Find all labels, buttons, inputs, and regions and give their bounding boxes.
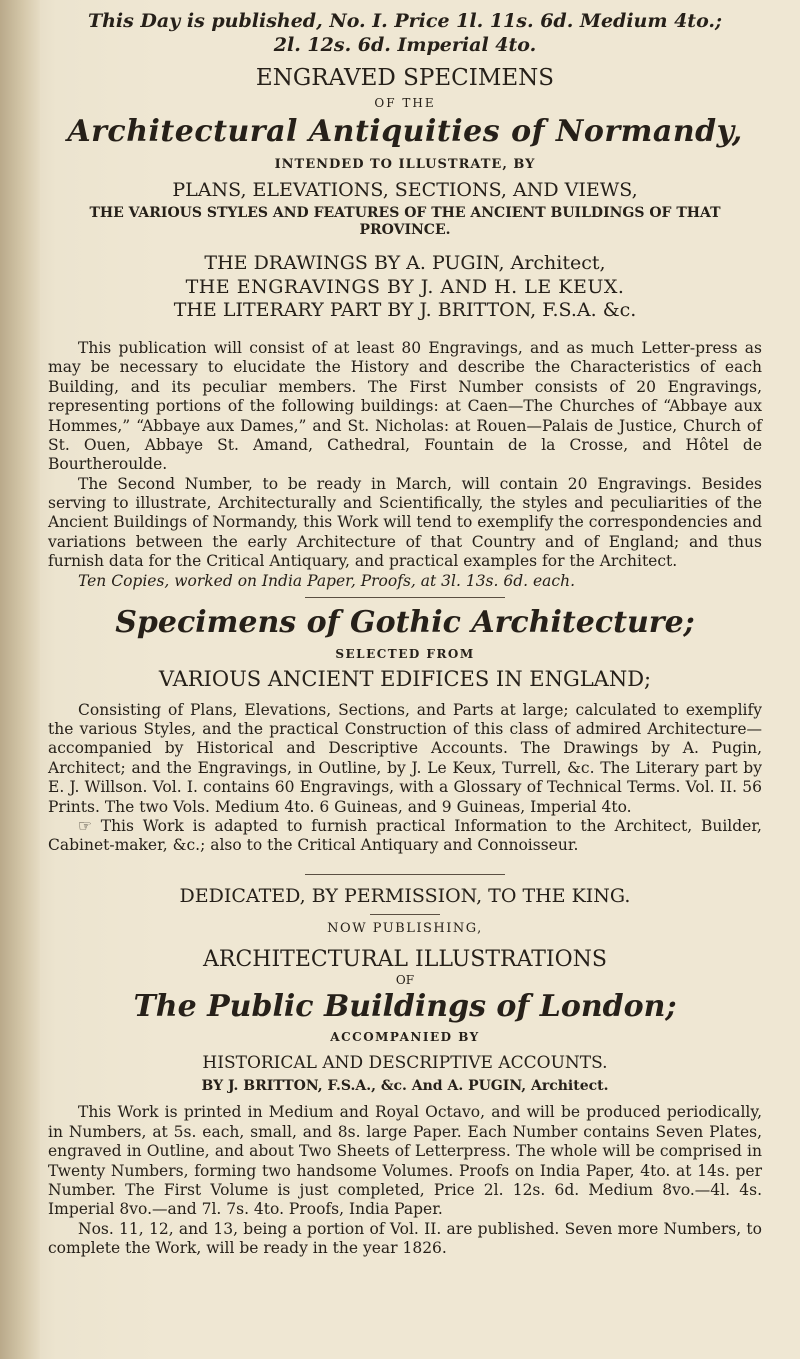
ad-normandy (48, 10, 762, 591)
title-gothic: Specimens of Gothic Architecture; (115, 604, 695, 640)
architectural-illustrations: ARCHITECTURAL ILLUSTRATIONS (203, 946, 607, 972)
now-publishing: NOW PUBLISHING, (327, 921, 483, 937)
of-the: OF THE (374, 96, 436, 111)
various-styles: THE VARIOUS STYLES AND FEATURES OF THE ANCIENT BUILDINGS OF THAT PROVINCE. (89, 204, 721, 239)
accompanied-by: ACCOMPANIED BY (330, 1029, 480, 1044)
intro-line-1: This Day is published, No. I. Price 1l. 11s. 6d. Medium 4to.; (87, 10, 723, 32)
gothic-paragraph-2: ☞ This Work is adapted to furnish practical Information to the Architect, Builder, Cabinet-maker, &c.; also to the Critical Antiquary and Connoisseur. (48, 816, 762, 855)
plans-elevations: PLANS, ELEVATIONS, SECTIONS, AND VIEWS, (172, 179, 638, 201)
selected-from: SELECTED FROM (335, 647, 475, 662)
gothic-paragraph-1: Consisting of Plans, Elevations, Sections, and Parts at large; calculated to exemplify the various Styles, and the practical Construction of this class of admired Architecture—accompanied by Historical and Descriptive Accounts. The Drawings by A. Pugin, Architect; and the Engravings, in Outline, by J. Le Keux, Turrell, &c. The Literary part by E. J. Willson. Vol. I. contains 60 Engravings, with a Glossary of Technical Terms. Vol. II. 56 Prints. The two Vols. Medium 4to. 6 Guineas, and 9 Guineas, Imperial 4to. (48, 700, 762, 816)
title-london: The Public Buildings of London; (133, 989, 677, 1025)
engraved-specimens: ENGRAVED SPECIMENS (255, 64, 555, 91)
literary-credit: THE LITERARY PART BY J. BRITTON, F.S.A. &c. (173, 299, 637, 322)
london-paragraph-1: This Work is printed in Medium and Royal Octavo, and will be produced periodically, in Numbers, at 5s. each, small, and 8s. large Paper. Each Number contains Seven Plates, engraved in Outline, and about Two Sheets of Letterpress. The whole will be comprised in Twenty Numbers, forming two handsome Volumes. Proofs on India Paper, 4to. at 14s. per Number. The First Volume is just completed, Price 2l. 12s. 6d. Medium 8vo.—4l. 4s. Imperial 8vo.—and 7l. 7s. 4to. Proofs, India Paper. (48, 1103, 762, 1219)
engravings-credit: THE ENGRAVINGS BY J. AND H. LE KEUX. (185, 275, 625, 298)
dedicated-to-king: DEDICATED, BY PERMISSION, TO THE KING. (179, 884, 631, 907)
intro-line-2: 2l. 12s. 6d. Imperial 4to. (273, 33, 537, 56)
divider-2 (305, 874, 505, 875)
drawings-credit: THE DRAWINGS BY A. PUGIN, Architect, (204, 251, 606, 274)
intended-to-illustrate: INTENDED TO ILLUSTRATE, BY (274, 156, 536, 172)
divider-1 (305, 597, 505, 598)
historical-accounts: HISTORICAL AND DESCRIPTIVE ACCOUNTS. (202, 1052, 608, 1073)
normandy-paragraph-3: Ten Copies, worked on India Paper, Proofs, at 3l. 13s. 6d. each. (78, 571, 576, 590)
title-normandy: Architectural Antiquities of Normandy, (67, 114, 743, 150)
page-spine-shadow (0, 0, 40, 1359)
ad-gothic (48, 604, 762, 856)
ancient-edifices: VARIOUS ANCIENT EDIFICES IN ENGLAND; (158, 667, 652, 692)
london-paragraph-2: Nos. 11, 12, and 13, being a portion of Vol. II. are published. Seven more Numbers, to complete the Work, will be ready in the year 1826. (48, 1219, 762, 1257)
normandy-paragraph-2: The Second Number, to be ready in March, will contain 20 Engravings. Besides serving to illustrate, Architecturally and Scientifically, the styles and peculiarities of the Ancient Buildings of Normandy, this Work will tend to exemplify the correspondencies and variations between the early Architecture of that Country and of England; and thus furnish data for the Critical Antiquary, and practical examples for the Architect. (48, 474, 762, 571)
of-label: OF (395, 973, 415, 988)
divider-3 (370, 914, 440, 915)
authors-credit: BY J. BRITTON, F.S.A., &c. And A. PUGIN, Architect. (201, 1077, 609, 1094)
normandy-paragraph-1: This publication will consist of at least 80 Engravings, and as much Letter-press as may be necessary to elucidate the History and describe the Characteristics of each Building, and its peculiar members. The First Number consists of 20 Engravings, representing portions of the following buildings: at Caen—The Churches of “Abbaye aux Hommes,” “Abbaye aux Dames,” and St. Nicholas: at Rouen—Palais de Justice, Church of St. Ouen, Abbaye St. Amand, Cathedral, Fountain de la Crosse, and Hôtel de Bourtheroulde. (48, 339, 762, 474)
ad-london (48, 885, 762, 1259)
